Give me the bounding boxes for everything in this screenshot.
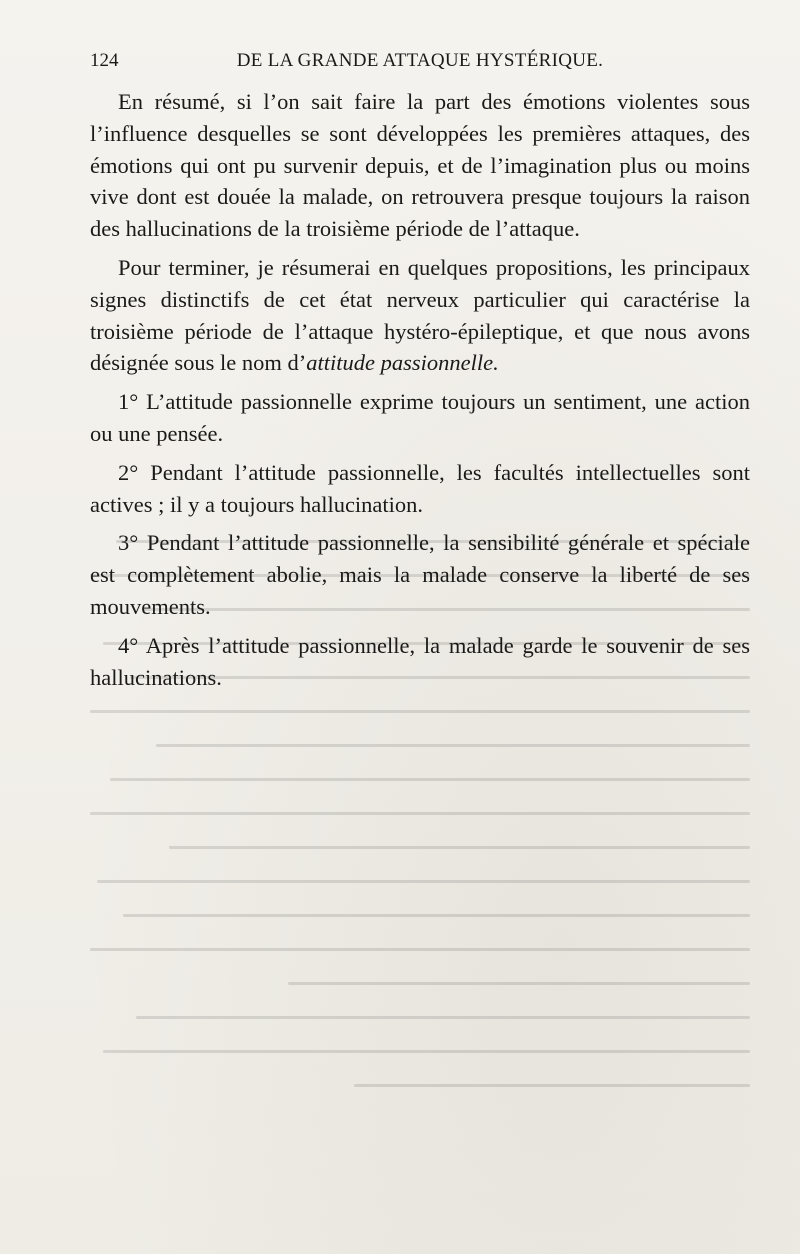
running-head: DE LA GRANDE ATTAQUE HYSTÉRIQUE.	[236, 50, 604, 71]
paragraph-conclusion-text: Pour terminer, je résumerai en quelques propositions, les principaux signes distinctifs de cet état nerveux particulier qui caractérise la troisième période de l’attaque hystéro-épileptique, et que nous avons désignée sous le nom d’	[90, 254, 750, 376]
proposition-2: 2° Pendant l’attitude passionnelle, les facultés intellectuelles sont actives ; il y a toujours hallucination.	[90, 459, 750, 517]
proposition-1: 1° L’attitude passionnelle exprime toujours un sentiment, une action ou une pensée.	[90, 389, 750, 446]
paragraph-conclusion	[90, 252, 750, 379]
proposition-4: 4° Après l’attitude passionnelle, la malade garde le souvenir de ses hallucinations.	[90, 632, 750, 690]
paragraph-summary: En résumé, si l’on sait faire la part des émotions violentes sous l’influence desquelles se sont développées les premières attaques, des émotions qui ont pu survenir depuis, et de l’imagination plus ou moins vive dont est douée la malade, on retrouvera presque toujours la raison des hallucinations de la troisième période de l’attaque.	[90, 89, 750, 242]
proposition-3: 3° Pendant l’attitude passionnelle, la sensibilité générale et spéciale est complètement abolie, mais la malade conserve la liberté de ses mouvements.	[90, 530, 750, 619]
page-header	[90, 50, 750, 78]
page-number: 124	[90, 50, 119, 71]
page-body	[90, 86, 750, 700]
attitude-passionnelle-term: attitude passionnelle.	[306, 350, 499, 376]
